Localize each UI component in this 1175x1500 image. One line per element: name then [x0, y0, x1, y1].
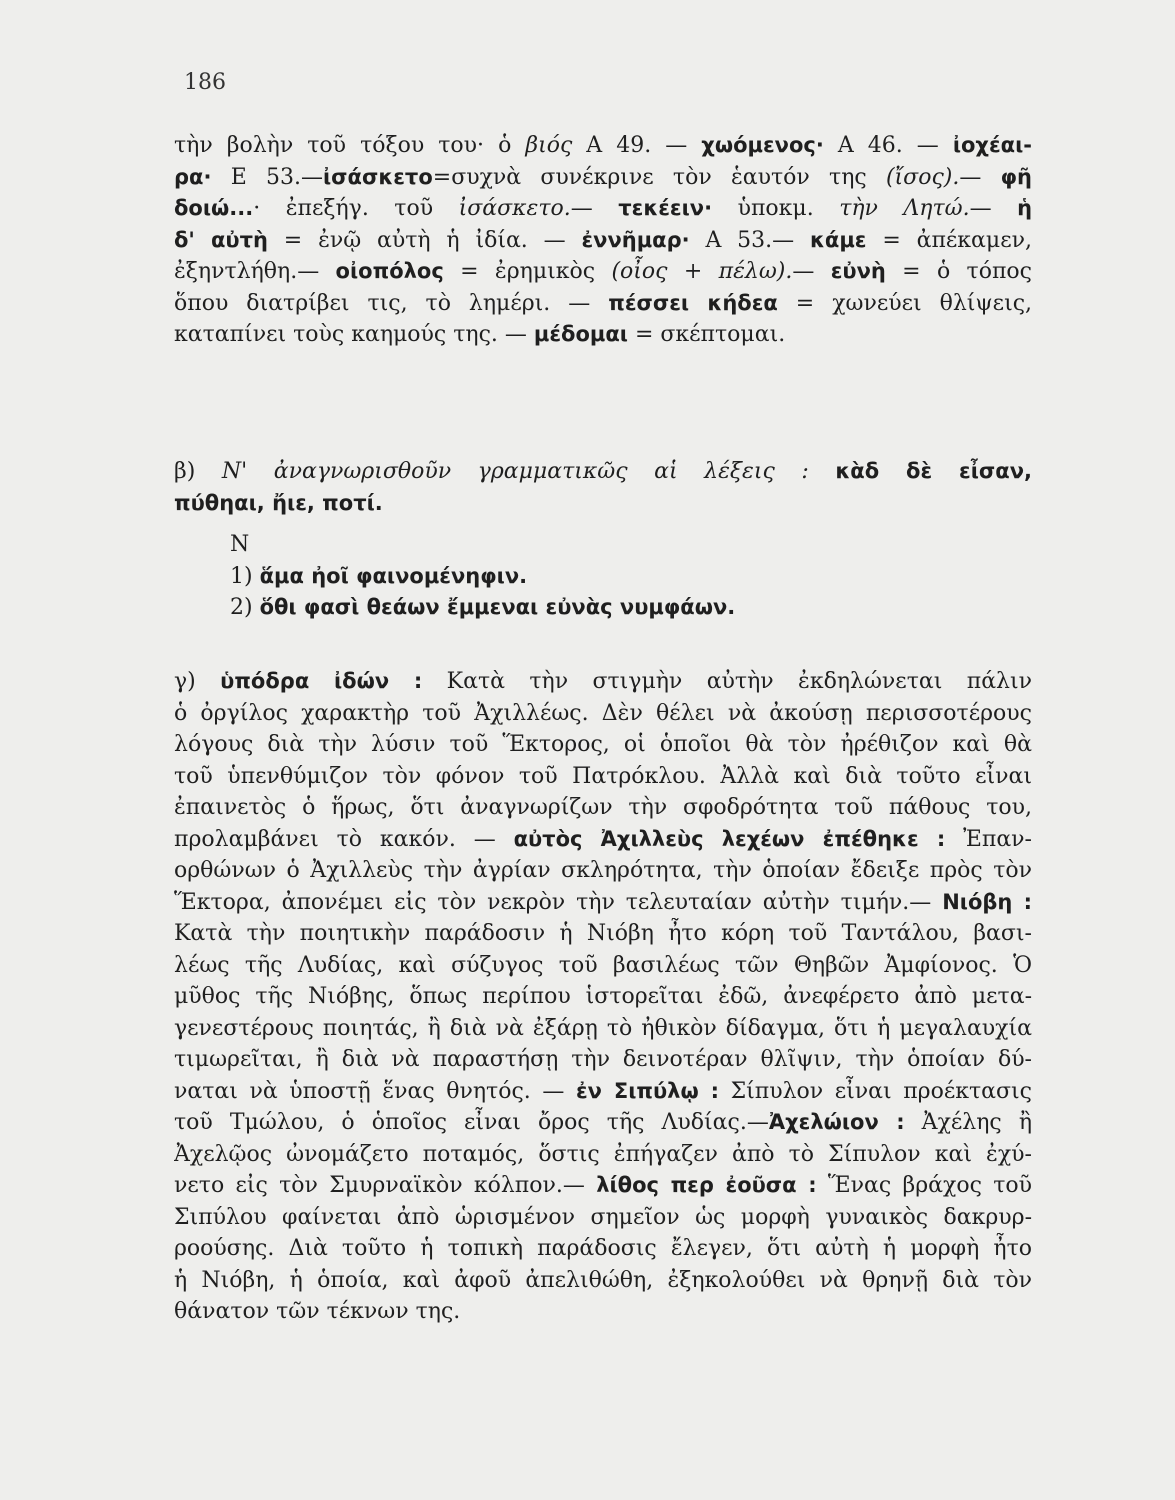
text-line — [174, 456, 1032, 488]
text-line — [174, 1076, 1032, 1108]
text-run: Σιπύλου φαίνεται ἀπὸ ὡρισμένον σημεῖον ὡς μορφὴ γυναικὸς δακρυρ- — [174, 1204, 1032, 1230]
lemma-term: δ' αὐτὴ — [174, 227, 268, 252]
text-run: ὁ ὀργίλος χαρακτὴρ τοῦ Ἀχιλλέως. Δὲν θέλει νὰ ἀκούσῃ περισσοτέρους — [174, 700, 1032, 726]
text-line — [174, 1233, 1032, 1265]
commentary-section-a — [174, 130, 1032, 351]
text-run: = ὁ τόπος — [885, 259, 1032, 284]
text-run: — — [570, 196, 619, 221]
text-line — [174, 1139, 1032, 1171]
text-run: ναται νὰ ὑποστῇ ἕνας θνητός. — — [174, 1078, 576, 1104]
text-run: γ) — [174, 669, 221, 694]
lemma-term: ἅμα ἠοῖ φαινομένηφιν. — [259, 563, 528, 588]
lemma-term: λίθος περ ἐοῦσα : — [596, 1173, 817, 1197]
lemma-term: κὰδ δὲ εἶσαν, — [835, 459, 1032, 483]
text-line — [174, 1265, 1032, 1297]
text-run: λέως τῆς Λυδίας, καὶ σύζυγος τοῦ βασιλέως τῶν Θηβῶν Ἀμφίονος. Ὁ — [174, 952, 1032, 978]
lemma-term: χωόμενος· — [701, 133, 824, 157]
text-line — [174, 981, 1032, 1013]
text-run — [809, 459, 836, 484]
text-line — [174, 950, 1032, 982]
text-line — [174, 225, 1032, 257]
text-run: Σίπυλον εἶναι προέκτασις — [719, 1078, 1032, 1104]
lemma-term: πύθηαι, ἤιε, ποτί. — [174, 490, 383, 515]
text-run: · ἐπεξήγ. τοῦ — [253, 196, 459, 221]
text-run: τιμωρεῖται, ἢ διὰ νὰ παραστήσῃ τὴν δεινοτέραν θλῖψιν, τὴν ὁποίαν δύ- — [174, 1047, 1032, 1072]
text-run: νετο εἰς τὸν Σμυρναϊκὸν κόλπον.— — [174, 1173, 597, 1198]
text-run: Κατὰ τὴν ποιητικὴν παράδοσιν ἡ Νιόβη ἦτο κόρη τοῦ Ταντάλου, βασι- — [174, 921, 1032, 946]
text-line — [174, 1013, 1032, 1045]
lemma-term: εὐνὴ — [830, 259, 886, 283]
text-line — [174, 1170, 1032, 1202]
text-run: — — [959, 164, 1001, 190]
text-line — [174, 1107, 1032, 1139]
text-run: γενεστέρους ποιητάς, ἢ διὰ νὰ ἐξάρῃ τὸ ἠθικὸν δίδαγμα, ὅτι ἡ μεγαλαυχία — [174, 1015, 1032, 1041]
commentary-section-c — [174, 666, 1032, 1328]
text-run: 1) — [230, 563, 260, 589]
lemma-term: τεκέειν· — [618, 196, 713, 220]
text-line — [174, 698, 1032, 730]
text-run: ὅπου διατρίβει τις, τὸ λημέρι. — — [174, 290, 609, 316]
text-line — [174, 256, 1032, 288]
text-line — [174, 1044, 1032, 1076]
lemma-term: κάμε — [809, 227, 867, 252]
text-line — [174, 162, 1032, 194]
italic-text: τὴν Λητώ. — [839, 196, 970, 221]
translation-items — [174, 561, 1032, 624]
lemma-term: μέδομαι — [533, 322, 628, 346]
text-run: τοῦ ὑπενθύμιζον τὸν φόνον τοῦ Πατρόκλου. Ἀλλὰ καὶ διὰ τοῦτο εἶναι — [174, 763, 1032, 789]
lemma-term: οἰοπόλος — [335, 259, 444, 283]
text-run: — — [792, 259, 831, 284]
text-line — [174, 792, 1032, 824]
text-line — [174, 488, 1032, 520]
text-run: τοῦ Τμώλου, ὁ ὁποῖος εἶναι ὄρος τῆς Λυδίας.— — [174, 1110, 769, 1135]
text-line — [174, 918, 1032, 950]
text-line — [230, 561, 1032, 593]
text-run: καταπίνει τοὺς καημούς της. — — [174, 322, 534, 347]
text-line — [174, 1296, 1032, 1328]
page-number: 186 — [184, 70, 226, 95]
lemma-term: δοιώ... — [174, 196, 254, 220]
text-line — [174, 761, 1032, 793]
text-line — [174, 887, 1032, 919]
lemma-term: Νιόβη : — [942, 889, 1032, 914]
lemma-term: πέσσει κήδεα — [608, 290, 778, 315]
text-run: Ἕκτορα, ἀπονέμει εἰς τὸν νεκρὸν τὴν τελευταίαν αὐτὴν τιμήν.— — [174, 889, 943, 915]
text-line — [230, 592, 1032, 624]
italic-text: Ν' ἀναγνωρισθοῦν γραμματικῶς αἱ λέξεις : — [221, 459, 809, 484]
text-line — [174, 130, 1032, 162]
text-run: Α 46. — — [823, 133, 953, 158]
lemma-term: φῆ — [1000, 164, 1032, 189]
text-line — [174, 193, 1032, 225]
text-line — [174, 319, 1032, 351]
text-run: 2) — [230, 595, 260, 620]
text-run: = ἐρημικὸς — [443, 259, 612, 284]
lemma-term: ἐν Σιπύλῳ : — [575, 1078, 720, 1103]
text-run: ορθώνων ὁ Ἀχιλλεὺς τὴν ἀγρίαν σκληρότητα, τὴν ὁποίαν ἔδειξε πρὸς τὸν — [174, 858, 1032, 883]
text-run: = χωνεύει θλίψεις, — [777, 290, 1032, 316]
text-run: = ἀπέκαμεν, — [866, 227, 1032, 253]
text-line — [174, 729, 1032, 761]
lemma-term: ρα· — [174, 164, 212, 189]
text-run: προλαμβάνει τὸ κακόν. — — [174, 826, 514, 852]
translation-exercise — [174, 529, 1032, 624]
lemma-term: ὅθι φασὶ θεάων ἔμμεναι εὐνὰς νυμφάων. — [259, 595, 736, 619]
lemma-term: ἰοχέαι- — [952, 133, 1032, 157]
text-run: ἐπαινετὸς ὁ ἥρως, ὅτι ἀναγνωρίζων τὴν σφοδρότητα τοῦ πάθους του, — [174, 795, 1032, 820]
lemma-term: Ἀχελώιον : — [768, 1110, 905, 1134]
lemma-term: ἐννῆμαρ· — [581, 227, 690, 252]
lemma-term: ἰσάσκετο — [323, 164, 433, 189]
text-run: =συχνὰ συνέκρινε τὸν ἑαυτόν της — [432, 164, 886, 190]
text-run: Κατὰ τὴν στιγμὴν αὐτὴν ἐκδηλώνεται πάλιν — [422, 669, 1032, 694]
text-run: Ν — [230, 532, 250, 557]
exercise-section-b — [174, 456, 1032, 519]
text-run: θάνατον τῶν τέκνων της. — [174, 1299, 461, 1324]
text-line — [174, 1202, 1032, 1234]
text-run: ἐξηντλήθη.— — [174, 259, 336, 284]
text-line — [174, 288, 1032, 320]
text-run: = ἐνῷ αὐτὴ ἡ ἰδία. — — [267, 227, 582, 253]
text-run: β) — [174, 459, 222, 484]
text-run: Ε 53.— — [211, 164, 323, 190]
text-run: ροούσης. Διὰ τοῦτο ἡ τοπικὴ παράδοσις ἔλεγεν, ὅτι αὐτὴ ἡ μορφὴ ἦτο — [174, 1236, 1032, 1261]
text-run: = σκέπτομαι. — [627, 322, 786, 347]
text-run: Ἀχελῷος ὠνομάζετο ποταμός, ὅστις ἐπήγαζεν ἀπὸ τὸ Σίπυλον καὶ ἐχύ- — [174, 1141, 1032, 1167]
text-run: Α 53.— — [689, 227, 810, 253]
italic-text: (ἴσος). — [885, 164, 960, 190]
text-line — [174, 666, 1032, 698]
italic-text: (οἶος + πέλω). — [611, 259, 793, 284]
translation-heading — [174, 529, 1032, 561]
lemma-term: ἡ — [1017, 196, 1032, 220]
text-run: λόγους διὰ τὴν λύσιν τοῦ Ἕκτορος, οἱ ὁποῖοι θὰ τὸν ἠρέθιζον καὶ θὰ — [174, 732, 1032, 757]
lemma-term: ὑπόδρα ἰδών : — [220, 669, 423, 693]
text-line — [230, 529, 1032, 561]
text-run: ὑποκμ. — [712, 196, 840, 221]
text-line — [174, 855, 1032, 887]
text-run: Ἀχέλης ἢ — [904, 1110, 1032, 1135]
text-run: μῦθος τῆς Νιόβης, ὅπως περίπου ἱστορεῖται ἐδῶ, ἀνεφέρετο ἀπὸ μετα- — [174, 984, 1032, 1009]
italic-text: βιός — [525, 133, 573, 158]
text-run: ἡ Νιόβη, ἡ ὁποία, καὶ ἀφοῦ ἀπελιθώθη, ἐξηκολούθει νὰ θρηνῇ διὰ τὸν — [174, 1267, 1032, 1293]
text-run: — — [969, 196, 1018, 221]
text-run: τὴν βολὴν τοῦ τόξου του· ὁ — [174, 133, 526, 158]
text-line — [174, 824, 1032, 856]
text-run: Ἕνας βράχος τοῦ — [816, 1173, 1032, 1198]
text-run: Ἐπαν- — [945, 826, 1032, 852]
text-run: Α 49. — — [572, 133, 702, 158]
lemma-term: αὐτὸς Ἀχιλλεὺς λεχέων ἐπέθηκε : — [513, 826, 946, 851]
italic-text: ἰσάσκετο. — [458, 196, 571, 221]
